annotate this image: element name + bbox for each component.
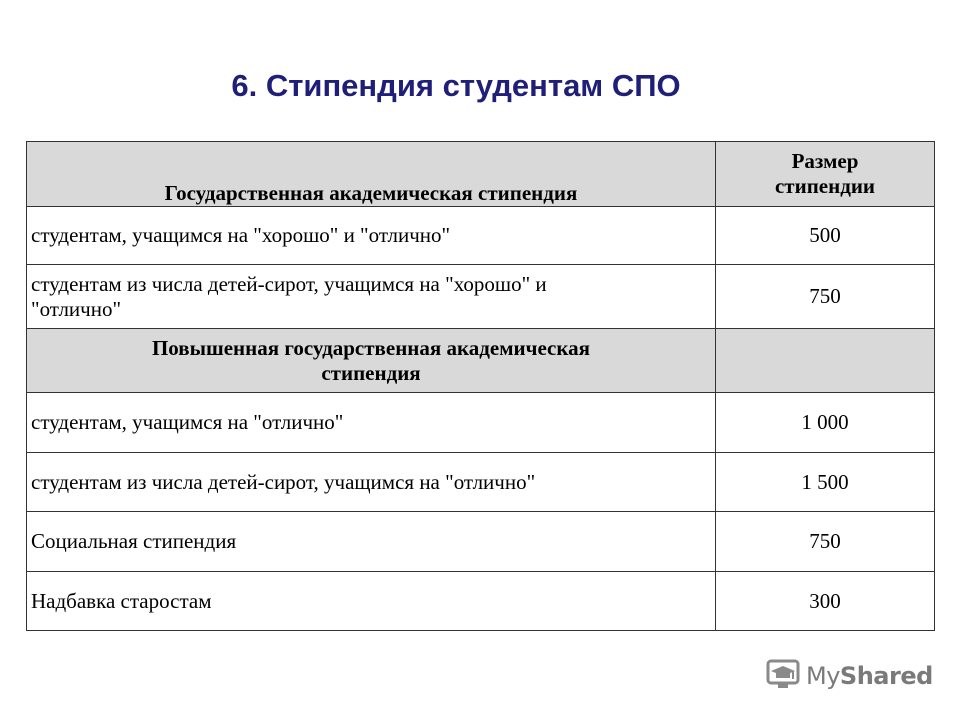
section-header-row [27,329,935,393]
table-row [27,393,935,453]
table-row [27,207,935,265]
section-increased-scholarship [27,329,716,393]
page-title: 6. Стипендия студентам СПО [231,68,681,103]
row-value: 500 [716,207,935,265]
myshared-watermark [766,657,933,695]
row-name-line2: "отлично" [31,296,122,321]
table-row [27,512,935,572]
mortarboard-logo-icon [766,657,800,695]
row-name: Социальная стипендия [27,512,716,572]
row-value: 1 000 [716,393,935,453]
watermark-brand-my: My [806,662,840,690]
section-line2: стипендия [321,360,421,385]
row-name: студентам, учащимся на "хорошо" и "отлично" [27,207,716,265]
table-row [27,265,935,329]
scholarship-table [26,141,935,631]
row-name: студентам из числа детей-сирот, учащимся на "отлично" [27,453,716,512]
row-name: студентам, учащимся на "отлично" [27,393,716,453]
row-name: Надбавка старостам [27,572,716,631]
section-line1: Повышенная государственная академическая [151,335,591,360]
table-row [27,572,935,631]
header-state-scholarship: Государственная академическая стипендия [27,142,716,207]
table-row [27,453,935,512]
header-amount-line1: Размер [791,149,859,173]
table-header-row [27,142,935,207]
watermark-text [806,662,933,690]
section-empty-cell [716,329,935,393]
row-name [27,265,716,329]
header-amount-line2: стипендии [774,174,876,198]
watermark-brand-shared: Shared [839,662,933,690]
row-value: 750 [716,512,935,572]
row-value: 1 500 [716,453,935,512]
row-name-line1: студентам из числа детей-сирот, учащимся на "хорошо" и [31,271,547,296]
row-value: 300 [716,572,935,631]
row-value: 750 [716,265,935,329]
header-amount [716,142,935,207]
